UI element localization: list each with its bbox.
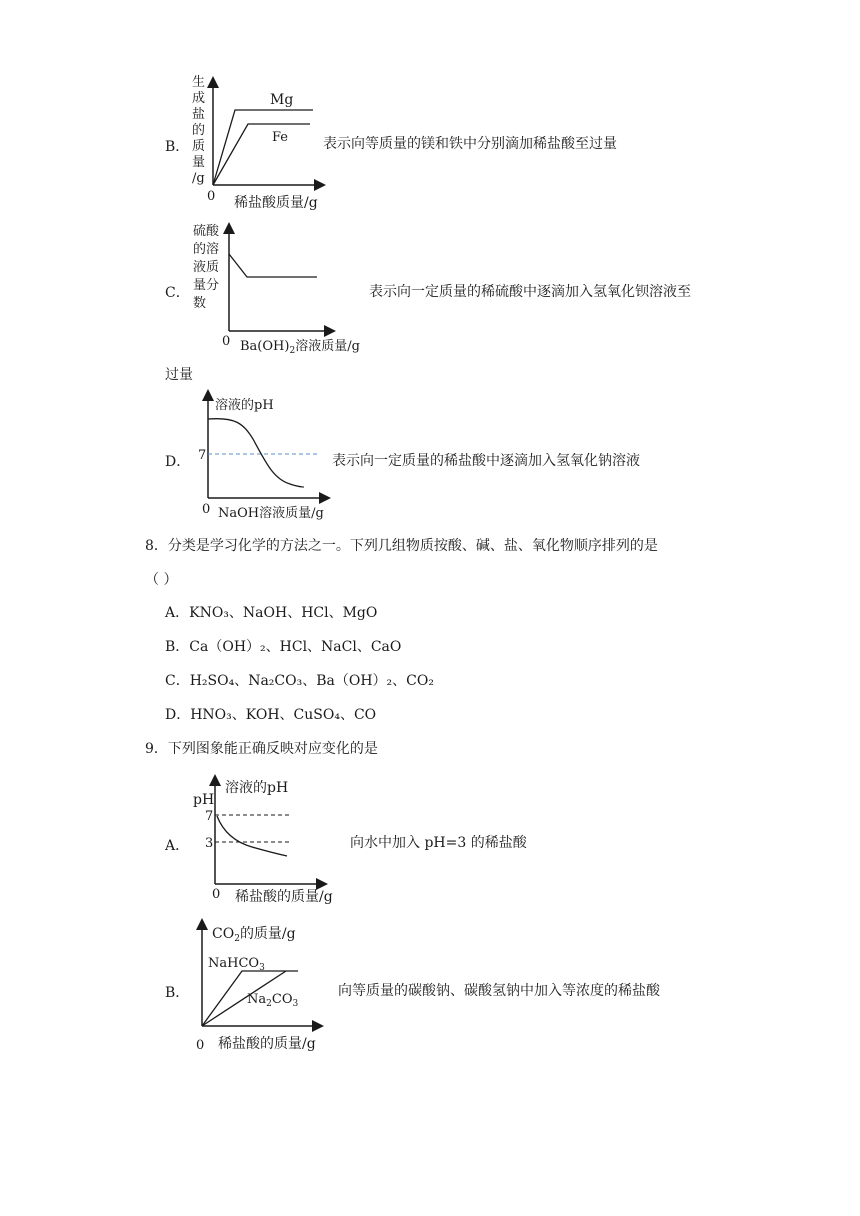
x-axis-label: NaOH溶液质量/g: [218, 506, 324, 521]
y-axis-label: [192, 74, 205, 186]
ylabel-char: 质: [192, 139, 206, 154]
origin-label: 0: [212, 887, 221, 902]
ylabel-line: 硫酸: [193, 224, 220, 239]
q9-stem: 9．下列图象能正确反映对应变化的是: [145, 741, 378, 757]
ylabel-line: 量分: [193, 278, 220, 293]
ph-curve: [208, 419, 303, 487]
q7-option-b-letter: B．: [165, 139, 190, 155]
x-axis-label: 稀盐酸质量/g: [234, 195, 318, 211]
q8-option-a: A．KNO₃、NaOH、HCl、MgO: [165, 605, 378, 621]
q7-option-b-desc: 表示向等质量的镁和铁中分别滴加稀盐酸至过量: [323, 136, 617, 152]
q8-option-d: D．HNO₃、KOH、CuSO₄、CO: [165, 707, 377, 723]
na2co3-label: $Na_2CO_3$: [247, 992, 299, 1009]
y-axis-label: $CO_2$的质量/g: [212, 926, 296, 944]
q8-option-c: C．H₂SO₄、Na₂CO₃、Ba（OH）₂、CO₂: [165, 673, 434, 689]
y-axis-label: [193, 224, 220, 311]
q7-option-d-letter: D．: [165, 454, 191, 470]
q9-option-b-desc: 向等质量的碳酸钠、碳酸氢钠中加入等浓度的稀盐酸: [338, 983, 660, 999]
tick-7: 7: [198, 448, 207, 463]
q7-option-c-desc-cont: 过量: [165, 367, 193, 383]
q7-b-graph: [180, 70, 340, 215]
q8-option-b: B．Ca（OH）₂、HCl、NaCl、CaO: [165, 639, 402, 655]
x-axis-label: 稀盐酸的质量/g: [235, 889, 333, 905]
ylabel-line: 的溶: [193, 242, 220, 257]
y-axis-unit: pH: [193, 792, 215, 808]
mg-curve: [213, 110, 313, 185]
tick-7: 7: [205, 809, 214, 824]
origin-label: 0: [202, 502, 211, 517]
nahco3-label: NaHCO$_3$: [208, 956, 265, 973]
origin-label: 0: [222, 334, 231, 349]
fe-label: Fe: [272, 130, 289, 145]
q9-option-b-letter: B．: [165, 985, 190, 1001]
q7-d-graph: [195, 389, 345, 524]
x-axis-label: $Ba(OH)_2$溶液质量/g: [240, 339, 360, 356]
ylabel-char: 成: [192, 91, 206, 106]
ph-curve: [217, 816, 287, 856]
x-axis-label: 稀盐酸的质量/g: [218, 1036, 316, 1052]
y-axis-label: 溶液的pH: [215, 398, 274, 413]
q9-a-graph: [190, 772, 350, 907]
tick-3: 3: [205, 836, 214, 851]
q9-option-a-desc: 向水中加入 pH=3 的稀盐酸: [350, 835, 527, 851]
mg-label: Mg: [270, 92, 294, 108]
q7-c-graph: [190, 222, 390, 357]
ylabel-line: 液质: [193, 260, 220, 275]
q7-option-c-letter: C．: [165, 285, 190, 301]
q7-option-c-desc: 表示向一定质量的稀硫酸中逐滴加入氢氧化钡溶液至: [369, 284, 691, 300]
q7-option-d-desc: 表示向一定质量的稀盐酸中逐滴加入氢氧化钠溶液: [332, 453, 640, 469]
q8-answer-paren: （ ）: [145, 572, 178, 588]
q8-stem: 8．分类是学习化学的方法之一。下列几组物质按酸、碱、盐、氧化物顺序排列的是: [145, 538, 658, 554]
ylabel-char: 量: [192, 155, 206, 170]
origin-label: 0: [207, 189, 216, 204]
ylabel-char: 生: [192, 75, 206, 90]
ylabel-char: 的: [192, 123, 206, 138]
ylabel-char: /g: [192, 171, 205, 186]
ylabel-char: 盐: [192, 107, 206, 122]
q9-b-graph: [190, 918, 350, 1058]
curve: [229, 254, 317, 277]
q9-option-a-letter: A．: [165, 838, 190, 854]
ylabel-line: 数: [193, 296, 207, 311]
graph-title: 溶液的pH: [225, 780, 289, 796]
origin-label: 0: [196, 1038, 205, 1053]
